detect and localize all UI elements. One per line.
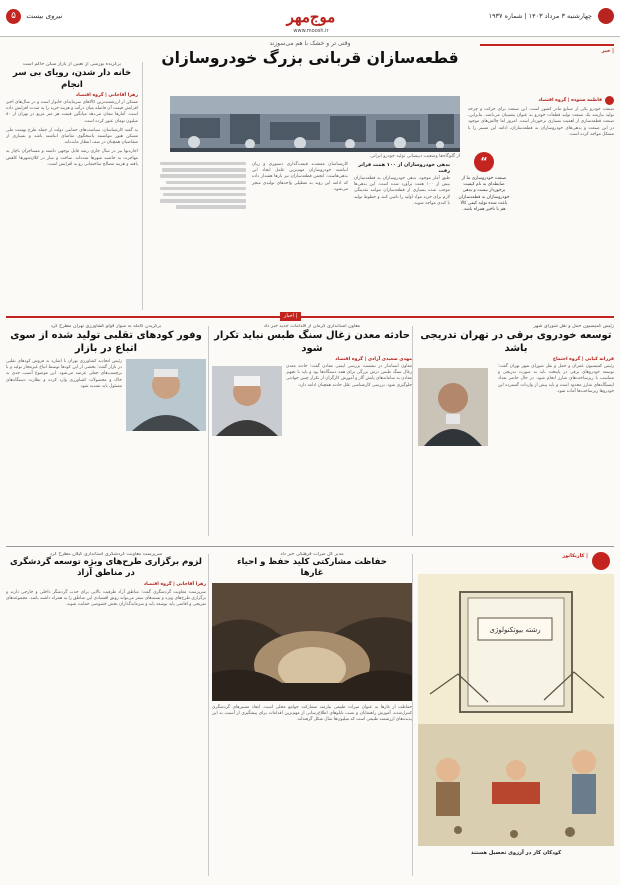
text-line-placeholder [160, 187, 246, 190]
housing-article [6, 62, 138, 314]
cartoon-illustration [418, 574, 614, 846]
tag-rule [480, 44, 614, 46]
issue-date: چهارشنبه ۳ مرداد ۱۴۰۳ | شماره ۱۹۳۷ [488, 12, 592, 20]
page-number: ۵ [6, 9, 21, 24]
lead-photo-caption: از گلوگاه‌ها وضعیت دیپسانی تولید خودرو ایرانی [370, 154, 460, 159]
lead-subhead: بدهی خودروسازان از ۱۰۰ همت فراتر رفت [358, 162, 450, 174]
lead-column-3 [160, 162, 246, 212]
housing-text-1: مسکن از ارزشمندترین کالاهای سرمایه‌ای خانوار است و در سال‌های اخیر افزایش قیمت آن فاصله میان درآمد و هزینه خرید را به شدت افزایش داده است. آمارها نشان می‌دهد میانگین قیمت هر متر مربع در تهران از ۸۰ میلیون تومان عبور کرده است. [6, 100, 138, 124]
ev-portrait [418, 368, 488, 446]
text-line-placeholder [160, 174, 246, 177]
text-line-placeholder [162, 168, 246, 171]
text-line-placeholder [160, 199, 246, 202]
text-line-placeholder [163, 193, 246, 196]
housing-text-3: اجاره‌بها نیز در سال جاری رشد قابل توجهی داشته و مستاجران ناچار به مهاجرت به حاشیه شهرها شده‌اند. ساخت و ساز در کلان‌شهرها کاهش یافته و هزینه مصالح ساختمانی رو به افزایش است. [6, 149, 138, 167]
tourism-text: سرپرست معاونت گردشگری گفت: مناطق آزاد ظرفیت بالایی برای جذب گردشگر داخلی و خارجی دارند و برگزاری طرح‌های ویژه و بسته‌های سفر می‌تواند رونق اقتصادی این مناطق را به همراه داشته باشد. مجموعه‌های تفریحی و اقامتی باید توسعه یابد و سرمایه‌گذاران بخش خصوصی حمایت شوند. [6, 590, 206, 608]
text-line-placeholder [160, 162, 246, 165]
highlight-text: صنعت خودروسازی ما از ضابطه‌ای به نام کیفیت برخوردار نیست و بدهی خودروسازان به قطعه‌سازان باعث شده تولید کیفی کالا هم با تاخیر همراه باشد. [458, 176, 510, 213]
cartoon-badge-icon [592, 552, 610, 570]
lead-highlight [458, 152, 510, 247]
newspaper-logo[interactable] [268, 2, 354, 36]
masthead-emblem [598, 8, 614, 24]
fertilizer-title[interactable]: وفور کودهای تقلبی تولید شده از سوی اتباع در بازار [10, 330, 202, 354]
band-rule [6, 316, 614, 318]
column-divider [142, 62, 143, 310]
fertilizer-text: رئیس اتحادیه کشاورزی تهران با اشاره به فروش کودهای تقلبی در بازار گفت: بخشی از این کودها توسط اتباع غیرمجاز تولید و با برچسب‌های جعلی عرضه می‌شود. این موضوع آسیب جدی به خاک و محصولات کشاورزی وارد کرده و نظارت دستگاه‌های مسئول باید تشدید شود. [6, 359, 122, 389]
lead-body-text-1: طبق آمار موجود، بدهی خودروسازان به قطعه‌سازان بیش از ۱۰۰ همت برآورد شده است. این بدهی‌ها موجب شده بسیاری از قطعه‌سازان نتوانند نقدینگی لازم برای خرید مواد اولیه را تامین کنند و خطوط تولید با کندی مواجه شوند. [354, 176, 450, 206]
masthead [0, 0, 620, 37]
caves-title[interactable]: حفاظت مشارکتی کلید حفظ و احیاء غارها [237, 557, 387, 578]
housing-text-2: به گفته کارشناسان، سیاست‌های حمایتی دولت از جمله طرح نهضت ملی مسکن هنوز نتوانسته پاسخگوی تقاضای انباشته باشد و بسیاری از متقاضیان همچنان در صف انتظار مانده‌اند. [6, 127, 138, 146]
news-tag: | خبر [601, 48, 614, 54]
housing-byline: زهرا آقاجانی | گروه اقتصاد [75, 93, 138, 98]
cartoon-section [418, 552, 614, 878]
ev-article [418, 324, 614, 542]
caves-article [212, 552, 412, 878]
tourism-kicker: سرپرست معاونت گردشگری استانداری گیلان مطرح کرد [49, 552, 163, 557]
cartoon-header [418, 552, 614, 562]
fertilizer-portrait [126, 359, 206, 431]
lead-headline-block [160, 40, 460, 72]
fertilizer-kicker: برگزیدن کامله به سوار قولو کشاورزی تهران مطرح کرد [50, 324, 162, 329]
column-divider [412, 326, 413, 536]
cartoon-caption: کودکان کار در آرزوی تحصیل هستند [470, 850, 562, 856]
tourism-article [6, 552, 206, 878]
mine-title[interactable]: حادثه معدن زغال سنگ طبس نباید تکرار شود [214, 330, 410, 354]
mine-article [212, 324, 412, 542]
ev-title[interactable]: توسعه خودروی برقی در تهران تدریجی باشد [420, 330, 612, 354]
cartoon-label: | کاریکاتور [562, 553, 588, 559]
lead-body-text-2: کارشناسان معتقدند قیمت‌گذاری دستوری و زیان انباشته خودروسازان مهم‌ترین عامل ایجاد این بدهی‌هاست. انجمن قطعه‌سازان نیز بارها هشدار داده که ادامه این روند به تعطیلی واحدهای تولیدی منجر می‌شود. [252, 162, 348, 192]
mine-portrait [212, 366, 282, 436]
column-divider [208, 326, 209, 536]
band-label: | اخبار [280, 312, 301, 321]
mine-byline: مهدی سعیدی آزادی | گروه اقتصاد [335, 357, 412, 362]
ev-byline: فرزانه کیانی | گروه اجتماع [552, 357, 614, 362]
logo-text: موج‌مهر [286, 8, 336, 26]
text-line-placeholder [176, 205, 246, 208]
cartoon-sign-text: رشته بیوتکنولوژی [489, 626, 541, 634]
ev-kicker: رئیس کمیسیون حمل و نقل شورای شهر [533, 324, 614, 329]
fertilizer-article [6, 324, 206, 542]
bottom-rule [6, 546, 614, 547]
caves-text: حفاظت از غارها به عنوان میراث طبیعی نیازمند مشارکت جوامع محلی است. ایجاد مسیرهای گردشگری کنترل‌شده، آموزش راهنمایان و نصب تابلوهای اطلاع‌رسانی از مهم‌ترین اقدامات برای پیشگیری از آسیب به این پدیده‌های ارزشمند طبیعی است که میلیون‌ها سال شکل گرفته‌اند. [212, 705, 412, 723]
lead-intro-text: صنعت خودرو یکی از صنایع مادر کشور است. این صنعت برای حرکت و چرخه تولید نیازمند یک صنعت تولید قطعات خودرو به عنوان پشتیبان می‌باشد. بنابراین، صنعت قطعه‌سازی از اهمیت بسیاری برخوردار است. امروز اما چالش‌های موجود در این صنعت و بدهی‌های خودروسازان به قطعه‌سازان، ادامه این مسیر را با مشکل مواجه کرده است. [468, 107, 614, 137]
housing-title[interactable]: خانه دار شدن، رویای بی سر انجام [12, 68, 132, 90]
section-title: نیروی بیست [26, 12, 63, 20]
column-divider [208, 554, 209, 876]
mine-text: معاون استاندار در نشست بررسی ایمنی معادن گفت: حادثه معدن زغال سنگ طبس درس بزرگی برای همه دستگاه‌ها بود و باید با تجهیز معادن به سامانه‌های پایش گاز و آموزش کارگران از تکرار چنین حوادثی جلوگیری شود. بررسی کارشناسی علل حادثه همچنان ادامه دارد. [286, 364, 412, 388]
lead-title[interactable]: قطعه‌سازان قربانی بزرگ خودروسازان [161, 49, 459, 67]
ev-text: رئیس کمیسیون عمران و حمل و نقل شورای شهر تهران گفت: توسعه خودروهای برقی در پایتخت باید به صورت تدریجی و متناسب با زیرساخت‌های شارژ انجام شود. در حال حاضر تعداد ایستگاه‌های شارژ محدود است و باید پیش از واردات گسترده این خودروها زیرساخت‌ها آماده شود. [498, 364, 614, 394]
lead-byline: فاطمه ستوده | گروه اقتصاد [538, 98, 602, 103]
lead-column-2 [252, 162, 348, 193]
tourism-title[interactable]: لزوم برگزاری طرح‌های ویژه توسعه گردشگری در مناطق آزاد [10, 557, 202, 578]
author-avatar [605, 96, 614, 105]
caves-photo [212, 583, 412, 701]
news-tag-bar [480, 44, 614, 60]
logo-url: www.moosh.ir [293, 28, 329, 34]
housing-kicker: برگزیده بورسی از تعیین از بازار سکن حاکم است [22, 62, 122, 67]
lead-photo [170, 96, 460, 152]
lead-intro-block [468, 96, 614, 138]
tourism-byline: زهرا آقاجانی | گروه اقتصاد [143, 582, 206, 587]
caves-kicker: مدیر کل میراث فرهنگی خبر داد [280, 552, 344, 557]
lead-kicker: وقتی تر و خشک با هم می‌سوزند [269, 40, 351, 47]
mine-kicker: معاون استانداری کرمان از اقدامات جدید خبر داد [263, 324, 361, 329]
quote-icon: “ [474, 152, 494, 172]
lead-column-1 [354, 162, 450, 207]
text-line-placeholder [166, 181, 246, 184]
column-divider [412, 554, 413, 876]
